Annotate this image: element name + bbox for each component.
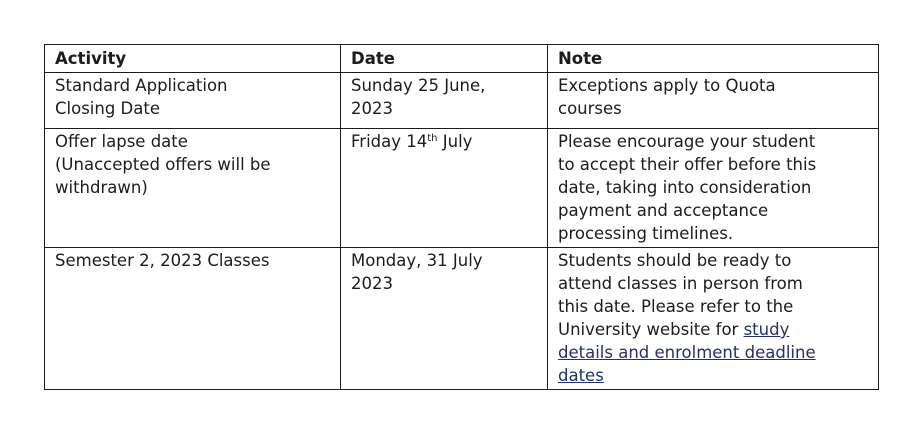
date-cell: Sunday 25 June, 2023 [341, 73, 548, 129]
cropped-previous-line [0, 0, 900, 6]
note-text: Students should be ready to attend classes in person from this date. Please refer to the University website for [558, 251, 803, 339]
table-row [45, 73, 879, 129]
study-details-link[interactable]: study details and enrolment deadline dates [558, 320, 816, 385]
table-row [45, 248, 879, 390]
date-cell: Monday, 31 July 2023 [341, 248, 548, 390]
header-activity: Activity [45, 45, 341, 73]
activity-cell: Standard Application Closing Date [45, 73, 341, 129]
note-cell: Please encourage your student to accept their offer before this date, taking into consideration payment and acceptance processing timelines. [548, 129, 879, 248]
header-date: Date [341, 45, 548, 73]
dates-table [44, 44, 879, 390]
date-day: Friday 14 [351, 132, 428, 151]
date-month: July [437, 132, 473, 151]
table-header-row [45, 45, 879, 73]
date-ordinal-suffix: th [427, 133, 438, 144]
activity-cell: Offer lapse date (Unaccepted offers will be withdrawn) [45, 129, 341, 248]
note-cell [548, 248, 879, 390]
header-note: Note [548, 45, 879, 73]
table-row [45, 129, 879, 248]
note-cell: Exceptions apply to Quota courses [548, 73, 879, 129]
activity-cell: Semester 2, 2023 Classes [45, 248, 341, 390]
date-cell [341, 129, 548, 248]
